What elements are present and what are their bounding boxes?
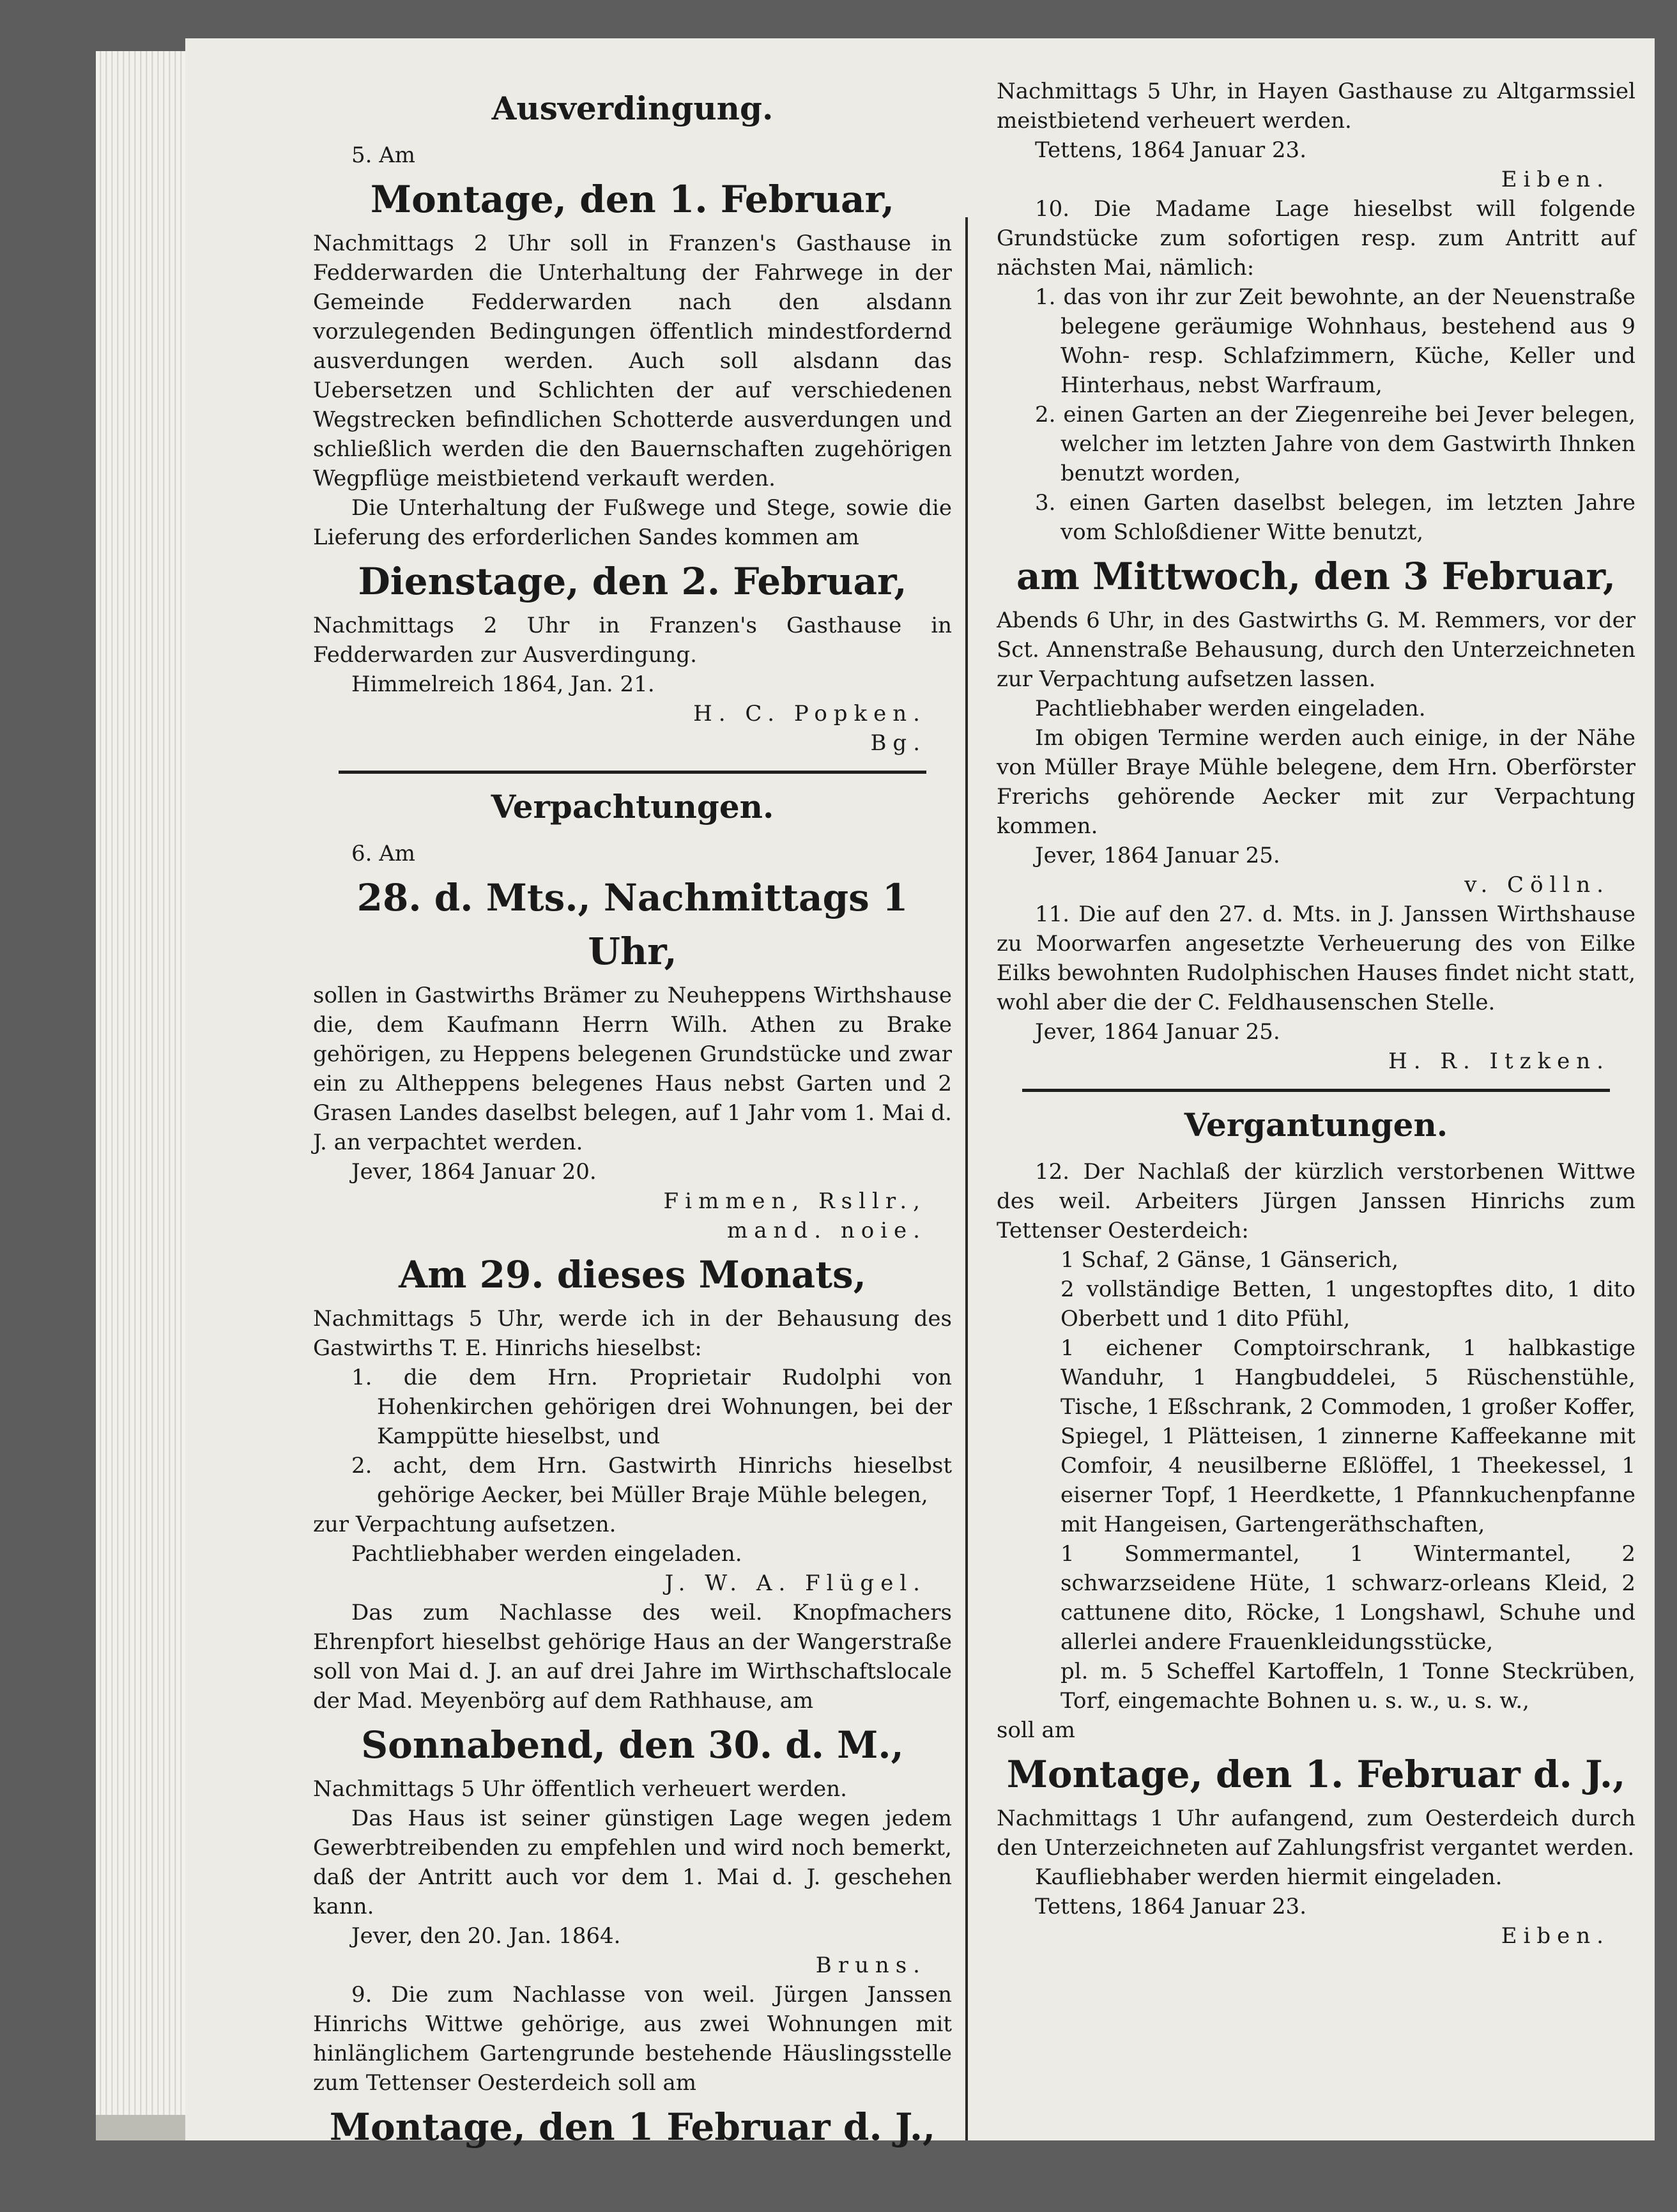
notice-body: 12. Der Nachlaß der kürzlich verstorbenen Wittwe des weil. Arbeiters Jürgen Janssen Hinrichs zum Tettenser Oesterdeich: xyxy=(997,1159,1635,1243)
notice-body: Nachmittags 2 Uhr in Franzen's Gasthause in Fedderwarden zur Ausverdingung. xyxy=(313,613,952,668)
notice-body: Nachmittags 5 Uhr, in Hayen Gasthause zu Altgarmssiel meistbietend verheuert werden. xyxy=(997,79,1635,134)
notice-signature: v. Cölln. xyxy=(1464,872,1610,898)
section-heading-verpachtungen: Verpachtungen. xyxy=(491,788,774,826)
notice-body: Die Unterhaltung der Fußwege und Stege, sowie die Lieferung des erforderlichen Sandes kommen am xyxy=(313,495,952,550)
list-item: 3. einen Garten daselbst belegen, im letzten Jahre vom Schloßdiener Witte benutzt, xyxy=(1035,490,1635,545)
notice-dateline: Himmelreich 1864, Jan. 21. xyxy=(351,672,655,697)
notice-body: 11. Die auf den 27. d. Mts. in J. Janssen Wirthshause zu Moorwarfen angesetzte Verheuerung des von Eilke Eilks bewohnten Rudolphischen Hauses findet nicht statt, wohl aber die der C. Feldhausenschen Stelle. xyxy=(997,902,1635,1015)
list-item: 2. acht, dem Hrn. Gastwirth Hinrichs hieselbst gehörige Aecker, bei Müller Braje Mühle belegen, xyxy=(351,1453,952,1508)
notice-body: Das zum Nachlasse des weil. Knopfmachers Ehrenpfort hieselbst gehörige Haus an der Wangerstraße soll von Mai d. J. an auf drei Jahre im Wirthschaftslocale der Mad. Meyenbörg auf dem Rathhause, am xyxy=(313,1600,952,1714)
notice-dateline: Tettens, 1864 Januar 23. xyxy=(1035,137,1306,163)
section-rule xyxy=(1022,1089,1610,1092)
notice-signature: H. R. Itzken. xyxy=(1388,1048,1610,1074)
notice-signature: Bg. xyxy=(870,730,926,756)
notice-body: Nachmittags 5 Uhr öffentlich verheuert werden. xyxy=(313,1776,847,1802)
notice-body: zur Verpachtung aufsetzen. xyxy=(313,1512,616,1537)
notice-body: Pachtliebhaber werden eingeladen. xyxy=(1035,696,1426,721)
notice-signature: mand. noie. xyxy=(727,1218,926,1243)
left-column xyxy=(313,77,952,2156)
notice-dateline: Jever, 1864 Januar 25. xyxy=(1035,1019,1280,1045)
notice-body: Nachmittags 1 Uhr aufangend, zum Oesterdeich durch den Unterzeichneten auf Zahlungsfrist vergantet werden. xyxy=(997,1806,1635,1861)
notice-dateline: Tettens, 1864 Januar 23. xyxy=(1035,1894,1306,1919)
notice-date-heading: Dienstage, den 2. Februar, xyxy=(358,560,907,603)
notice-number: 5. Am xyxy=(351,142,416,168)
notice-dateline: Jever, 1864 Januar 25. xyxy=(1035,843,1280,868)
notice-dateline: Jever, den 20. Jan. 1864. xyxy=(351,1923,621,1949)
notice-dateline: Jever, 1864 Januar 20. xyxy=(351,1159,597,1185)
list-item: 1. das von ihr zur Zeit bewohnte, an der Neuenstraße belegene geräumige Wohnhaus, bestehend aus 9 Wohn- resp. Schlafzimmern, Küche, Keller und Hinterhaus, nebst Warfraum, xyxy=(1035,284,1635,398)
right-column xyxy=(997,77,1635,1951)
list-item: 1. die dem Hrn. Proprietair Rudolphi von Hohenkirchen gehörigen drei Wohnungen, bei der Kamppütte hieselbst, und xyxy=(351,1365,952,1449)
notice-body: Nachmittags 5 Uhr, werde ich in der Behausung des Gastwirths T. E. Hinrichs hieselbst: xyxy=(313,1306,952,1361)
notice-body: Nachmittags 2 Uhr soll in Franzen's Gasthause in Fedderwarden die Unterhaltung der Fahrwege in der Gemeinde Fedderwarden nach den alsdann vorzulegenden Bedingungen öffentlich mindestfordernd ausverdungen werden. Auch soll alsdann das Uebersetzen und Schlichten der auf verschiedenen Wegstrecken befindlichen Schotterde ausverdungen und schließlich werden die den Bauernschaften zugehörigen Wegpflüge meistbietend verkauft werden. xyxy=(313,231,952,491)
section-heading-ausverdingung: Ausverdingung. xyxy=(491,89,774,127)
list-item: 1 eichener Comptoirschrank, 1 halbkastige Wanduhr, 1 Hangbuddelei, 5 Rüschenstühle, Tische, 1 Eßschrank, 2 Commoden, 1 großer Koffer, Spiegel, 1 Plätteisen, 1 zinnerne Kaffeekanne mit Comfoir, 4 neusilberne Eßlöffel, 1 Theekessel, 1 eiserner Topf, 1 Heerdkette, 1 Pfannkuchenpfanne mit Hangeisen, Gartengeräthschaften, xyxy=(1061,1335,1635,1537)
notice-number: 6. Am xyxy=(351,841,416,866)
notice-body: sollen in Gastwirths Brämer zu Neuheppens Wirthshause die, dem Kaufmann Herrn Wilh. Athen zu Brake gehörigen, zu Heppens belegenen Grundstücke und zwar ein zu Altheppens belegenes Haus nebst Garten und 2 Grasen Landes daselbst belegen, auf 1 Jahr vom 1. Mai d. J. an verpachtet werden. xyxy=(313,983,952,1155)
notice-date-heading: Montage, den 1. Februar, xyxy=(370,178,895,221)
notice-body: Pachtliebhaber werden eingeladen. xyxy=(351,1541,742,1567)
page-edges xyxy=(96,51,185,2115)
newspaper-page xyxy=(185,38,1655,2149)
list-item: 2 vollständige Betten, 1 ungestopftes dito, 1 dito Oberbett und 1 dito Pfühl, xyxy=(1061,1277,1635,1332)
list-item: 1 Sommermantel, 1 Wintermantel, 2 schwarzseidene Hüte, 1 schwarz-orleans Kleid, 2 cattunene dito, Röcke, 1 Longshawl, Schuhe und allerlei andere Frauenkleidungsstücke, xyxy=(1061,1541,1635,1655)
list-item: pl. m. 5 Scheffel Kartoffeln, 1 Tonne Steckrüben, Torf, eingemachte Bohnen u. s. w., u. s. w., xyxy=(1061,1659,1635,1714)
list-item: 1 Schaf, 2 Gänse, 1 Gänserich, xyxy=(1061,1247,1399,1273)
notice-date-heading: Sonnabend, den 30. d. M., xyxy=(361,1723,904,1767)
notice-date-heading: am Mittwoch, den 3 Februar, xyxy=(1016,555,1616,598)
notice-body: Im obigen Termine werden auch einige, in der Nähe von Müller Braye Mühle belegene, dem Hrn. Oberförster Frerichs gehörende Aecker mit zur Verpachtung kommen. xyxy=(997,725,1635,839)
notice-date-heading: Am 29. dieses Monats, xyxy=(399,1253,866,1296)
notice-body: 9. Die zum Nachlasse von weil. Jürgen Janssen Hinrichs Wittwe gehörige, aus zwei Wohnungen mit hinlänglichem Gartengrunde bestehende Häuslingsstelle zum Tettenser Oesterdeich soll am xyxy=(313,1982,952,2096)
notice-body: Kaufliebhaber werden hiermit eingeladen. xyxy=(1035,1864,1503,1890)
notice-signature: J. W. A. Flügel. xyxy=(664,1571,926,1596)
list-item: 2. einen Garten an der Ziegenreihe bei Jever belegen, welcher im letzten Jahre von dem Gastwirth Ihnken benutzt worden, xyxy=(1035,402,1635,486)
notice-signature: Fimmen, Rsllr., xyxy=(663,1188,926,1214)
notice-body: soll am xyxy=(997,1717,1075,1743)
notice-signature: Eiben. xyxy=(1501,1923,1610,1949)
notice-date-heading: 28. d. Mts., Nachmittags 1 Uhr, xyxy=(356,876,908,973)
section-heading-vergantungen: Vergantungen. xyxy=(1184,1106,1448,1144)
column-divider xyxy=(965,217,968,2140)
notice-signature: Bruns. xyxy=(815,1953,926,1978)
notice-date-heading: Montage, den 1. Februar d. J., xyxy=(1006,1753,1626,1796)
notice-date-heading: Montage, den 1 Februar d. J., xyxy=(329,2105,936,2149)
notice-body: 10. Die Madame Lage hieselbst will folgende Grundstücke zum sofortigen resp. zum Antritt auf nächsten Mai, nämlich: xyxy=(997,196,1635,280)
notice-body: Abends 6 Uhr, in des Gastwirths G. M. Remmers, vor der Sct. Annenstraße Behausung, durch den Unterzeichneten zur Verpachtung aufsetzen lassen. xyxy=(997,608,1635,692)
notice-body: Das Haus ist seiner günstigen Lage wegen jedem Gewerbtreibenden zu empfehlen und wird noch bemerkt, daß der Antritt auch vor dem 1. Mai d. J. geschehen kann. xyxy=(313,1806,952,1919)
notice-signature: Eiben. xyxy=(1501,167,1610,192)
section-rule xyxy=(339,771,926,774)
notice-signature: H. C. Popken. xyxy=(693,701,926,726)
